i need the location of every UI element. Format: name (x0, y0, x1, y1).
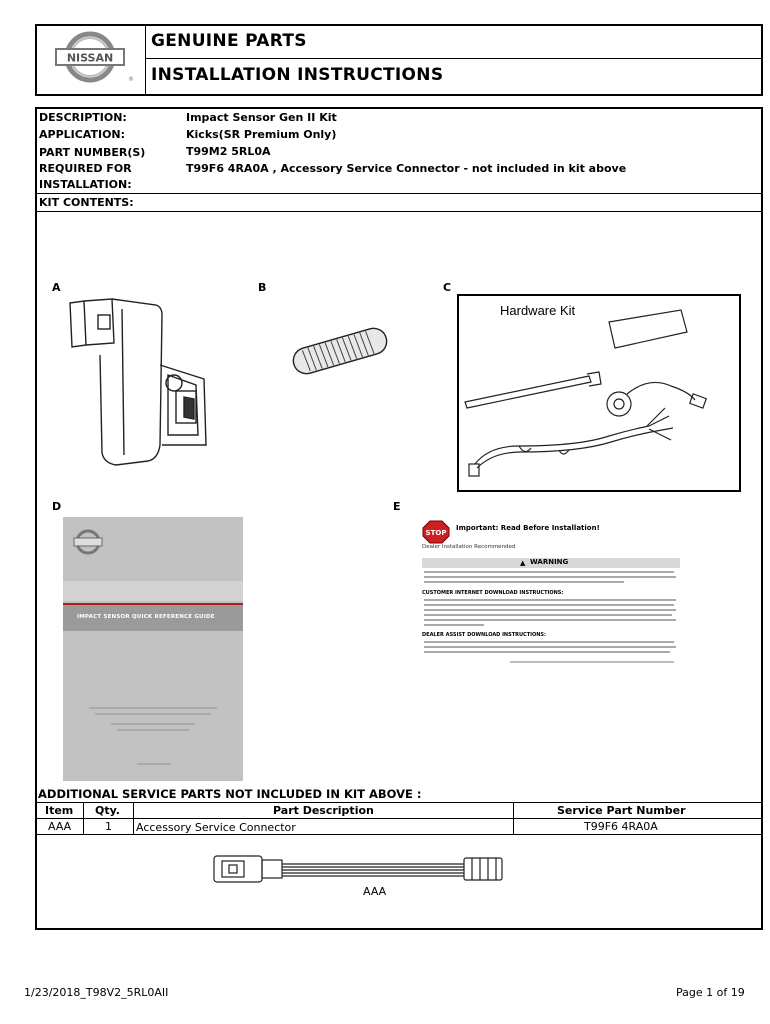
kit-letter-d: D (52, 500, 62, 513)
table-top-rule (36, 802, 762, 803)
row-item: AAA (48, 820, 72, 833)
row-description: Accessory Service Connector (136, 821, 296, 834)
application-value: Kicks(SR Premium Only) (186, 128, 337, 141)
header-divider-horizontal (146, 58, 762, 59)
kit-letter-e: E (393, 500, 401, 513)
brand-text: NISSAN (66, 51, 114, 65)
dealer-heading: DEALER ASSIST DOWNLOAD INSTRUCTIONS: (422, 632, 547, 638)
guide-title: IMPACT SENSOR QUICK REFERENCE GUIDE (77, 614, 215, 620)
row-part-number: T99F6 4RA0A (584, 820, 658, 833)
column-header-item: Item (45, 804, 74, 817)
column-header-description: Part Description (273, 804, 374, 817)
kit-letter-c: C (443, 281, 452, 294)
notice-title: Important: Read Before Installation! (456, 524, 600, 532)
kit-letter-a: A (52, 281, 61, 294)
footer-document-id: 1/23/2018_T98V2_5RL0AII (24, 986, 169, 999)
warning-label: WARNING (530, 558, 569, 566)
service-connector-illustration (212, 852, 512, 886)
part-numbers-label-1: PART NUMBER(S) (39, 146, 146, 159)
connector-image-label: AAA (363, 885, 387, 898)
svg-text:®: ® (128, 76, 134, 83)
description-value: Impact Sensor Gen II Kit (186, 111, 337, 124)
header-title-genuine-parts: GENUINE PARTS (151, 31, 307, 51)
description-label: DESCRIPTION: (39, 111, 127, 124)
table-header-rule (36, 818, 762, 819)
kit-letter-b: B (258, 281, 267, 294)
important-notice-image: STOP Important: Read Before Installation! Dealer Installation Recommended WARNING ▲ CUSTOMER INTERNET DOWNLOAD INSTRUCTIONS: DEALER ASSIST DOWNLOAD INSTRUCTIONS: (420, 518, 682, 670)
quick-reference-guide-image (63, 517, 243, 781)
column-header-part-number: Service Part Number (557, 804, 686, 817)
row-qty: 1 (105, 820, 112, 833)
impact-sensor-illustration (64, 295, 234, 470)
kit-contents-bottom-rule (36, 211, 762, 212)
hardware-kit-label: Hardware Kit (500, 303, 576, 318)
kit-contents-top-rule (36, 193, 762, 194)
footer-page-number: Page 1 of 19 (676, 986, 745, 999)
table-col-divider-3 (513, 802, 514, 835)
header-divider-vertical (145, 25, 146, 95)
hardware-kit-box (457, 294, 741, 492)
additional-parts-heading: ADDITIONAL SERVICE PARTS NOT INCLUDED IN KIT ABOVE : (38, 787, 422, 801)
table-col-divider-1 (83, 802, 84, 835)
application-label: APPLICATION: (39, 128, 126, 141)
column-header-qty: Qty. (95, 804, 120, 817)
notice-subtitle: Dealer Installation Recommended (422, 544, 516, 550)
customer-heading: CUSTOMER INTERNET DOWNLOAD INSTRUCTIONS: (422, 590, 564, 596)
table-col-divider-2 (133, 802, 134, 835)
guide-nissan-logo (73, 527, 103, 557)
part-number-2: T99F6 4RA0A , Accessory Service Connector - not included in kit above (186, 162, 627, 175)
header-title-installation: INSTALLATION INSTRUCTIONS (151, 65, 444, 85)
stop-sign-text: STOP (425, 529, 447, 537)
part-number-1: T99M2 5RL0A (186, 145, 271, 158)
part-numbers-label-2: REQUIRED FOR (39, 162, 132, 175)
kit-contents-label: KIT CONTENTS: (39, 196, 134, 209)
nissan-logo (50, 29, 134, 85)
table-row-rule (36, 834, 762, 835)
part-numbers-label-3: INSTALLATION: (39, 178, 132, 191)
sensor-sleeve-illustration (284, 320, 396, 382)
